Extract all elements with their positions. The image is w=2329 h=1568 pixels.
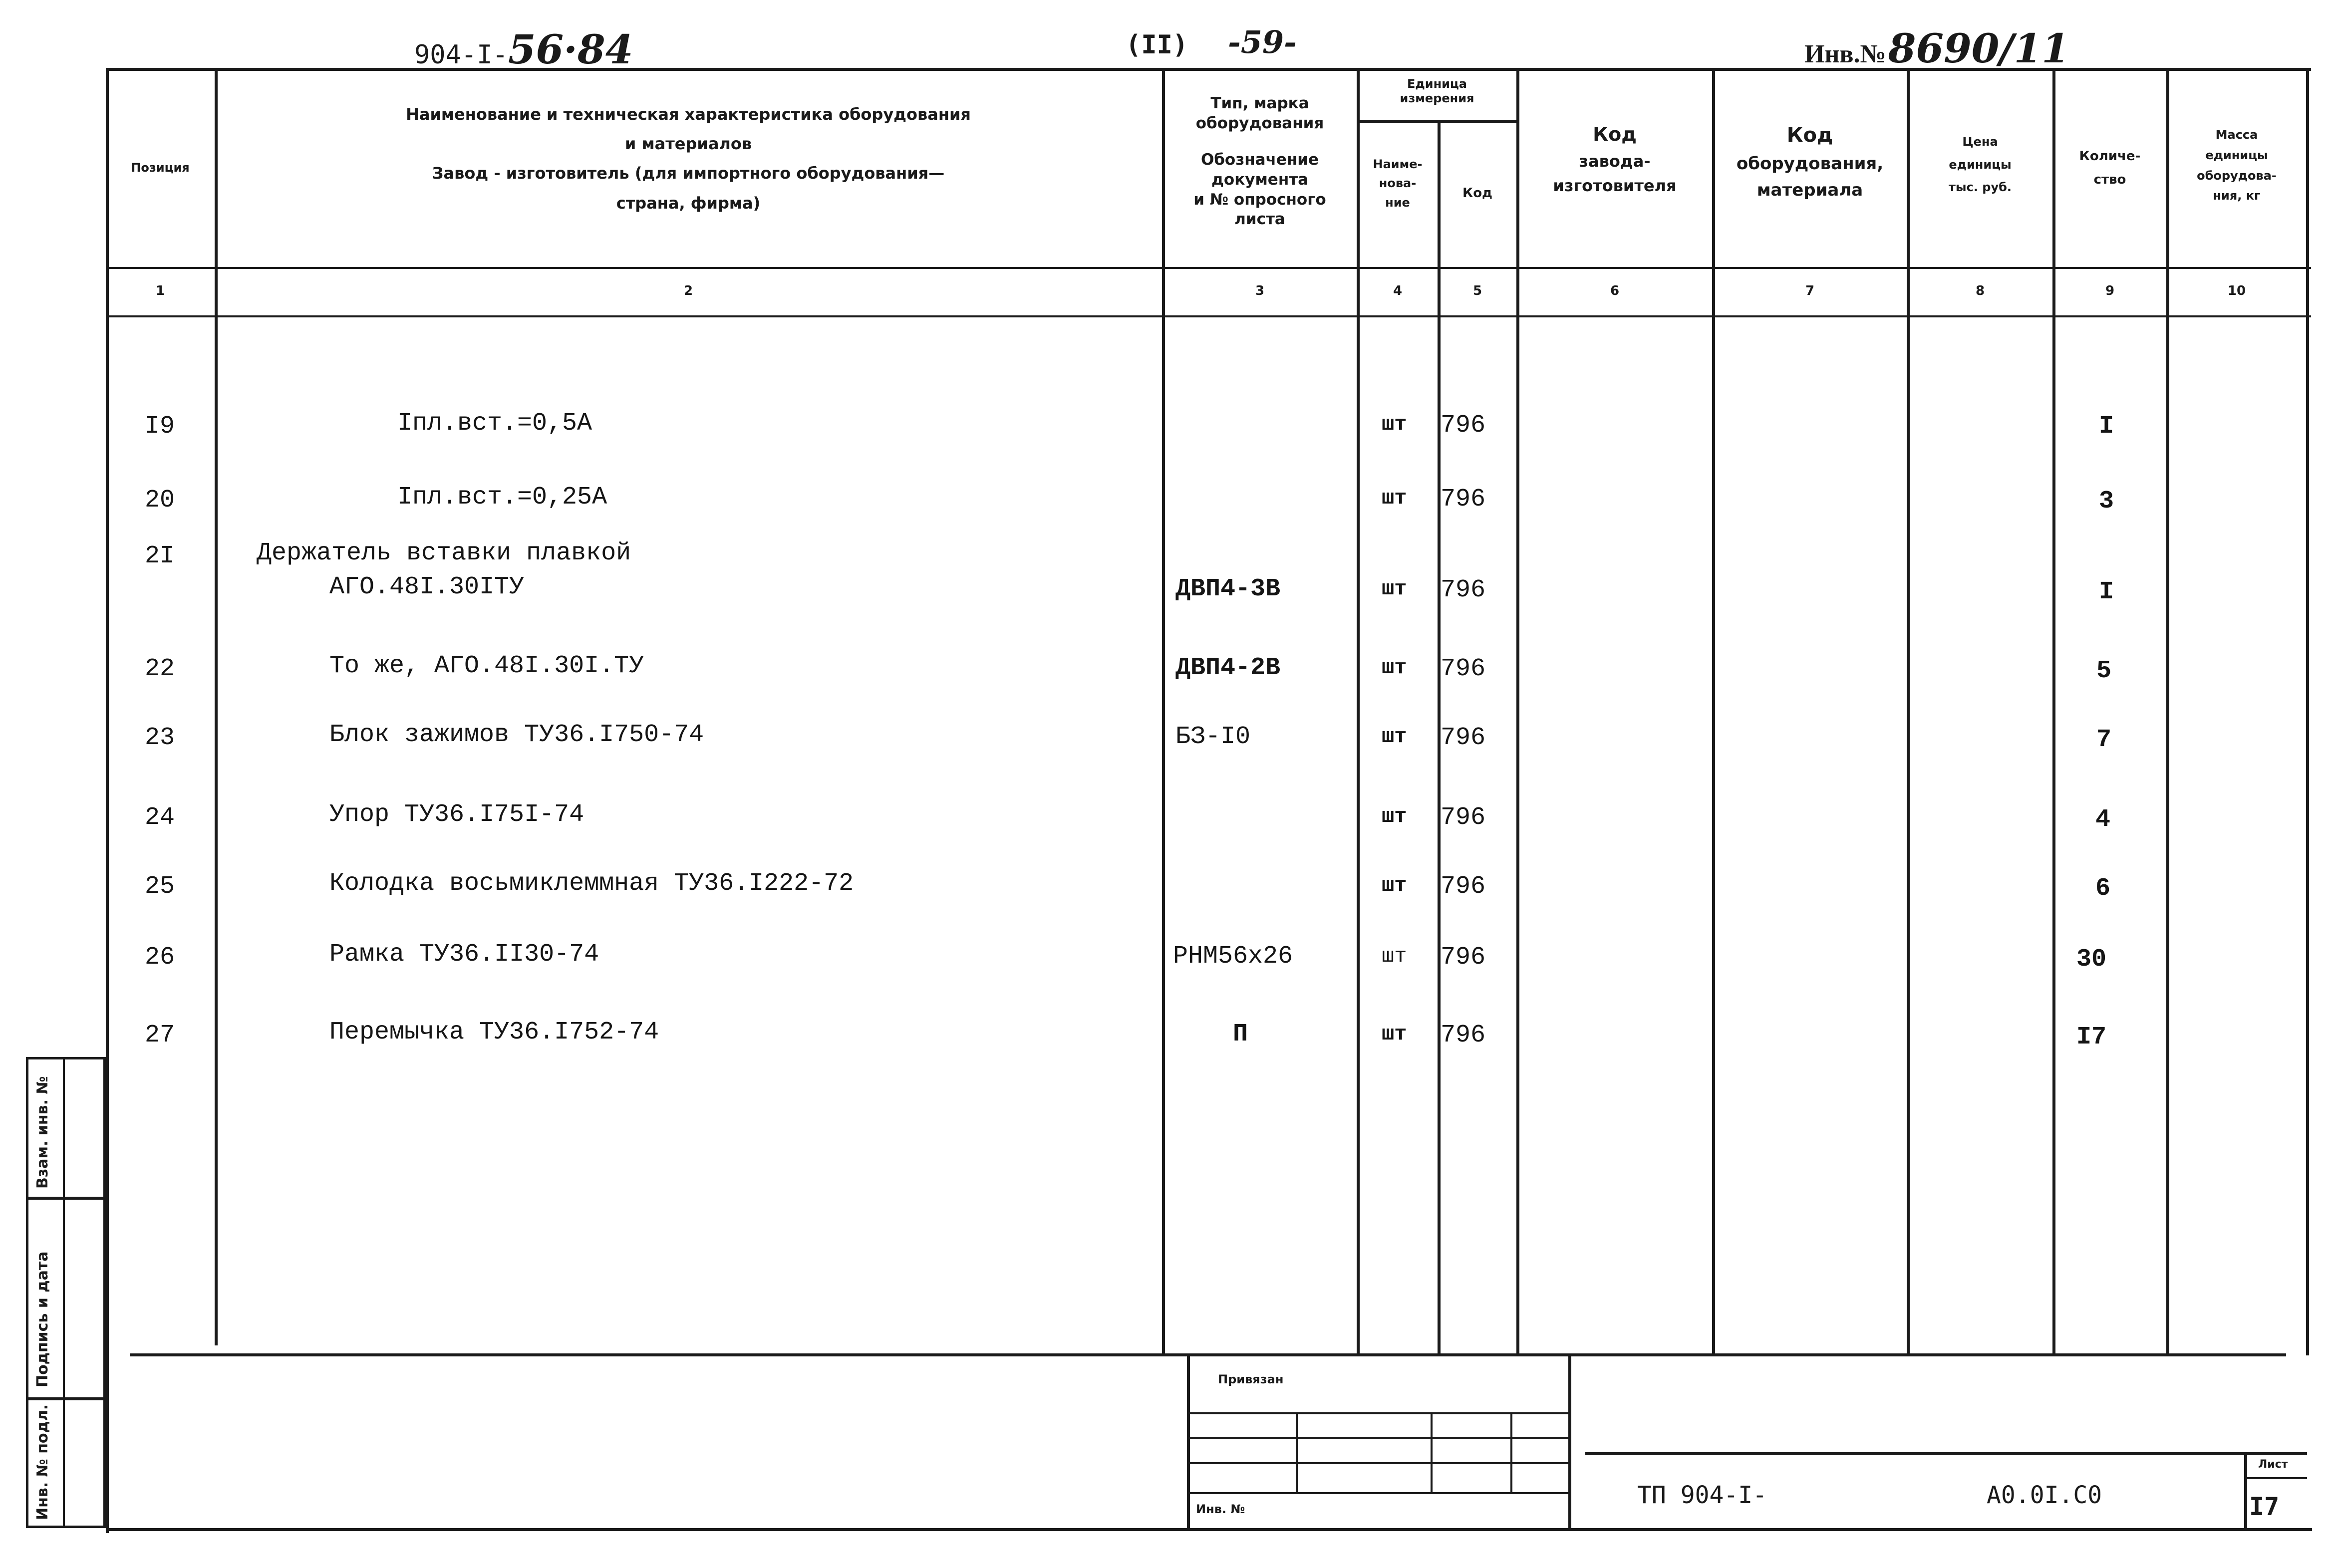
row-unit-code: 796	[1441, 1021, 1486, 1049]
row-type: РНМ56х26	[1173, 942, 1293, 971]
stamp-vline-1	[1296, 1412, 1298, 1492]
col-number: 2	[683, 283, 693, 298]
row-name: Iпл.вст.=0,5A	[397, 409, 592, 438]
left-margin-line	[106, 1039, 109, 1533]
row-quantity: I7	[2076, 1023, 2107, 1051]
row-name: То же, АГО.48I.30I.ТУ	[329, 652, 644, 680]
col-divider-6	[1712, 68, 1715, 1355]
col-header-unit: Единица измерения	[1400, 77, 1474, 105]
col-divider-7	[1907, 68, 1910, 1355]
row-name: Перемычка ТУ36.I752-74	[329, 1018, 659, 1046]
row-quantity: 5	[2096, 657, 2112, 685]
row-type: БЗ-I0	[1175, 723, 1251, 751]
row-unit: шт	[1382, 656, 1407, 680]
side-stamp-original-inv: Инв. № подл.	[34, 1404, 51, 1520]
col-number: 7	[1805, 283, 1815, 298]
row-name: Колодка восьмиклеммная ТУ36.I222-72	[329, 869, 854, 898]
approved-label: Привязан	[1218, 1372, 1284, 1386]
row-name: Iпл.вст.=0,25A	[397, 483, 607, 512]
row-quantity: 3	[2099, 487, 2114, 516]
sheet-cell-divider	[2244, 1477, 2307, 1479]
table-left-border	[106, 68, 109, 1039]
col-header-position: Позиция	[131, 161, 190, 175]
stamp-box-left	[1187, 1353, 1190, 1528]
doc-code	[414, 26, 633, 71]
inv-no-label: Инв. №	[1196, 1502, 1245, 1516]
col-header-name: Наименование и техническая характеристика оборудования и материалов Завод - изготовитель (для импортного оборудования— страна, фирма)	[406, 105, 971, 213]
col-divider-8	[2052, 68, 2055, 1355]
col-number: 10	[2227, 283, 2246, 298]
footer-top-line	[130, 1353, 2286, 1356]
row-unit: шт	[1382, 944, 1407, 968]
row-name-line2: АГО.48I.30IТУ	[329, 573, 525, 601]
row-unit: шт	[1382, 486, 1407, 510]
col-divider-1	[215, 68, 218, 1345]
row-quantity: 4	[2095, 805, 2111, 834]
unit-subheader-line	[1357, 120, 1516, 123]
doc-code-handwritten: 56·84	[508, 26, 633, 73]
col-number: 5	[1472, 283, 1482, 298]
row-name: Упор ТУ36.I75I-74	[329, 800, 584, 829]
side-stamp-replace-inv: Взам. инв. №	[34, 1076, 51, 1189]
row-unit-code: 796	[1441, 943, 1486, 972]
col-number: 4	[1393, 283, 1403, 298]
stamp-vline-2	[1431, 1412, 1433, 1492]
sheet-cell-left	[2244, 1452, 2247, 1528]
col-number: 9	[2105, 283, 2115, 298]
row-position: 25	[145, 872, 175, 901]
doc-code-prefix: 904-I-	[414, 40, 508, 70]
row-unit: шт	[1382, 725, 1407, 749]
col-header-unit-name: Наиме- нова- ние	[1373, 157, 1423, 210]
row-position: I9	[145, 412, 175, 441]
row-unit: шт	[1382, 1022, 1407, 1046]
side-stamp-sep-1	[26, 1197, 106, 1200]
col-divider-5	[1516, 68, 1519, 1355]
sheet-label: Лист	[2258, 1458, 2288, 1471]
row-position: 26	[145, 943, 175, 972]
col-header-unit-code: Код	[1462, 186, 1493, 201]
row-unit-code: 796	[1441, 485, 1486, 514]
col-header-quantity: Количе- ство	[2079, 149, 2141, 187]
col-number: 8	[1975, 283, 1985, 298]
col-number: 6	[1610, 283, 1620, 298]
row-type: ДВП4-2В	[1175, 654, 1281, 682]
col-divider-3	[1357, 68, 1360, 1355]
sheet-bottom-border	[106, 1528, 2312, 1531]
title-block-line	[1585, 1452, 2307, 1455]
col-header-equipment-code: Код оборудования, материала	[1736, 124, 1884, 200]
header-divider	[106, 267, 2311, 269]
stamp-line-4	[1190, 1492, 1568, 1494]
row-position: 22	[145, 655, 175, 683]
inventory-number	[1804, 25, 2069, 72]
table-top-border	[106, 68, 2311, 71]
doc-designation-code: А0.0I.С0	[1987, 1481, 2102, 1509]
page-number: -59-	[1228, 24, 1297, 60]
col-header-price: Цена единицы тыс. руб.	[1948, 135, 2012, 195]
inventory-handwritten: 8690/11	[1888, 25, 2069, 72]
row-position: 24	[145, 803, 175, 832]
row-unit: шт	[1382, 873, 1407, 897]
row-unit-code: 796	[1441, 576, 1486, 604]
row-type: ДВП4-3В	[1175, 575, 1281, 603]
row-position: 27	[145, 1021, 175, 1049]
row-unit: шт	[1382, 412, 1407, 436]
row-quantity: I	[2099, 578, 2114, 606]
side-stamp-signature-date: Подпись и дата	[34, 1251, 51, 1387]
album-number: (II)	[1126, 30, 1188, 60]
stamp-box-right	[1568, 1353, 1571, 1528]
col-header-plant-code: Код завода- изготовителя	[1553, 123, 1677, 196]
row-quantity: 30	[2076, 945, 2107, 974]
row-name: Держатель вставки плавкой	[257, 539, 631, 567]
row-unit-code: 796	[1441, 872, 1486, 901]
col-header-mass: Масса единицы оборудова- ния, кг	[2197, 128, 2277, 203]
row-unit-code: 796	[1441, 411, 1486, 440]
table-right-border	[2306, 68, 2309, 1355]
row-unit: шт	[1382, 577, 1407, 601]
row-type: П	[1233, 1020, 1248, 1048]
row-unit: шт	[1382, 804, 1407, 828]
row-position: 20	[145, 486, 175, 515]
col-divider-9	[2166, 68, 2169, 1355]
side-stamp-inner-line	[63, 1057, 65, 1528]
row-name: Блок зажимов ТУ36.I750-74	[329, 721, 704, 749]
col-header-type: Тип, марка оборудования Обозначение документа и № опросного листа	[1193, 94, 1326, 229]
row-quantity: 7	[2096, 726, 2112, 754]
row-position: 23	[145, 724, 175, 752]
row-name: Рамка ТУ36.II30-74	[329, 940, 599, 969]
row-quantity: I	[2099, 412, 2114, 441]
inventory-label: Инв.№	[1804, 40, 1886, 68]
row-unit-code: 796	[1441, 655, 1486, 683]
stamp-vline-3	[1510, 1412, 1512, 1492]
sheet-number: I7	[2249, 1492, 2280, 1521]
side-stamp-sep-2	[26, 1397, 106, 1400]
row-unit-code: 796	[1441, 803, 1486, 832]
doc-designation-prefix: ТП 904-I-	[1637, 1481, 1767, 1509]
row-quantity: 6	[2095, 874, 2111, 903]
col-number: 3	[1255, 283, 1265, 298]
col-divider-2	[1162, 68, 1165, 1355]
row-unit-code: 796	[1441, 724, 1486, 752]
col-number: 1	[155, 283, 165, 298]
col-number-divider	[106, 315, 2311, 317]
row-position: 2I	[145, 542, 175, 570]
